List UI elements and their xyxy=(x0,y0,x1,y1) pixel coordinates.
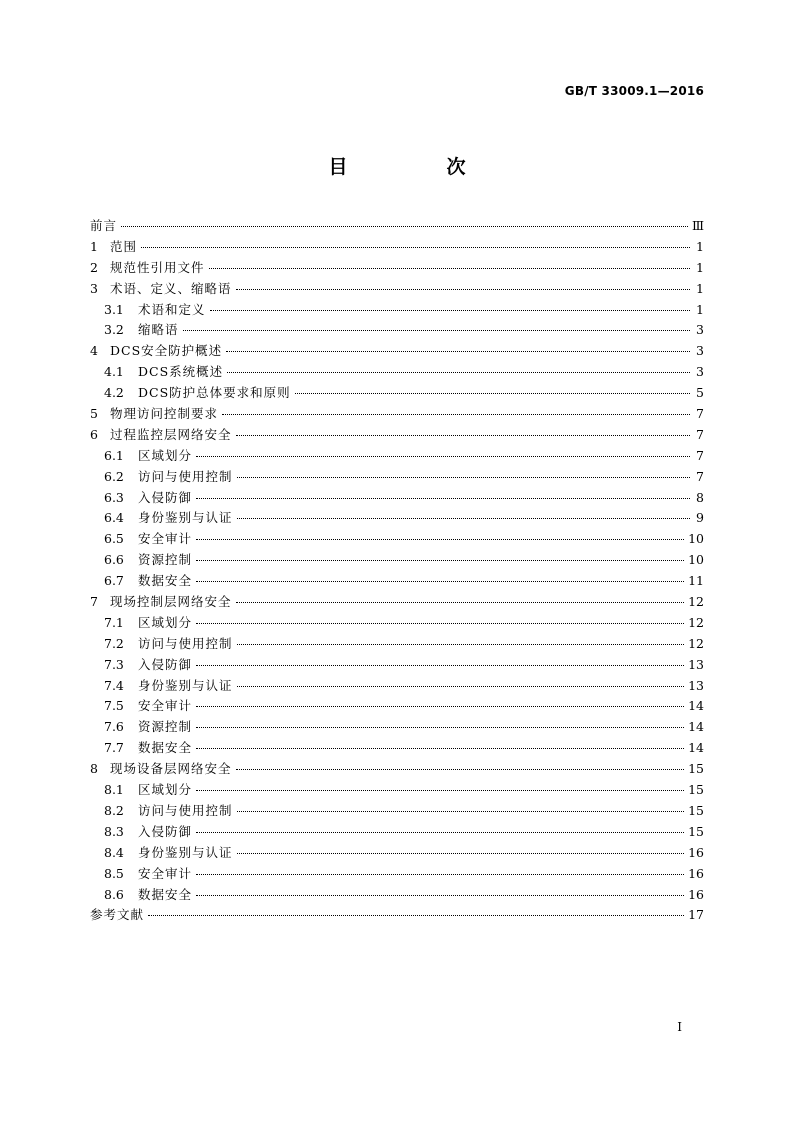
toc-entry-page: 15 xyxy=(688,761,704,777)
toc-entry-page: 16 xyxy=(688,886,704,902)
dot-leader xyxy=(295,392,690,394)
toc-entry-page: 8 xyxy=(696,489,704,505)
toc-entry-number: 6.3 xyxy=(104,489,124,505)
toc-entry-title: 范围 xyxy=(110,238,138,254)
toc-entry[interactable] xyxy=(90,320,704,341)
dot-leader xyxy=(222,413,690,415)
toc-entry[interactable] xyxy=(90,404,704,425)
toc-entry-page: 14 xyxy=(688,740,704,756)
toc-entry-number: 6.7 xyxy=(104,573,124,589)
toc-entry-title: 身份鉴别与认证 xyxy=(138,677,233,693)
toc-entry[interactable] xyxy=(90,905,704,926)
toc-entry-number: 8.2 xyxy=(104,802,124,818)
toc-entry[interactable] xyxy=(90,738,704,759)
toc-entry[interactable] xyxy=(90,467,704,488)
toc-entry[interactable] xyxy=(90,258,704,279)
dot-leader xyxy=(237,517,690,519)
dot-leader xyxy=(227,371,690,373)
dot-leader xyxy=(236,768,685,770)
standard-code: GB/T 33009.1—2016 xyxy=(564,84,704,98)
dot-leader xyxy=(237,685,685,687)
toc-entry-page: 14 xyxy=(688,698,704,714)
toc-entry-title: 缩略语 xyxy=(138,322,179,338)
toc-entry-title: 身份鉴别与认证 xyxy=(138,510,233,526)
dot-leader xyxy=(237,643,685,645)
dot-leader xyxy=(141,246,690,248)
toc-entry-number: 6.5 xyxy=(104,531,124,547)
toc-entry[interactable] xyxy=(90,864,704,885)
toc-entry-title: 区域划分 xyxy=(138,447,193,463)
dot-leader xyxy=(196,831,684,833)
toc-entry-page: 11 xyxy=(688,573,704,589)
toc-entry-page: 12 xyxy=(688,614,704,630)
toc-entry-title: 资源控制 xyxy=(138,719,193,735)
toc-entry-page: 14 xyxy=(688,719,704,735)
toc-entry[interactable] xyxy=(90,550,704,571)
dot-leader xyxy=(148,914,684,916)
toc-entry[interactable] xyxy=(90,341,704,362)
table-of-contents xyxy=(90,216,704,926)
toc-entry-number: 8 xyxy=(90,761,98,777)
toc-entry-number: 7.6 xyxy=(104,719,124,735)
toc-entry-title: 过程监控层网络安全 xyxy=(110,426,232,442)
toc-entry-number: 7.1 xyxy=(104,614,124,630)
toc-entry-title: 前言 xyxy=(90,218,118,233)
toc-entry-number: 7.3 xyxy=(104,656,124,672)
dot-leader xyxy=(183,329,690,331)
dot-leader xyxy=(196,894,684,896)
toc-entry-number: 1 xyxy=(90,238,98,254)
toc-entry[interactable] xyxy=(90,362,704,383)
dot-leader xyxy=(196,622,684,624)
toc-entry-title: 数据安全 xyxy=(138,740,193,756)
toc-entry-title: 数据安全 xyxy=(138,573,193,589)
toc-entry[interactable] xyxy=(90,529,704,550)
toc-entry-number: 8.3 xyxy=(104,823,124,839)
toc-entry[interactable] xyxy=(90,822,704,843)
dot-leader xyxy=(196,538,684,540)
toc-entry-title: 访问与使用控制 xyxy=(138,802,233,818)
toc-entry[interactable] xyxy=(90,717,704,738)
toc-entry-title: DCS安全防护概述 xyxy=(110,343,223,359)
toc-entry-title: 安全审计 xyxy=(138,531,193,547)
toc-entry-number: 6.6 xyxy=(104,552,124,568)
dot-leader xyxy=(196,580,684,582)
toc-entry-number: 5 xyxy=(90,406,98,422)
toc-entry-page: 13 xyxy=(688,656,704,672)
dot-leader xyxy=(196,789,684,791)
dot-leader xyxy=(196,497,690,499)
toc-entry-title: 入侵防御 xyxy=(138,489,193,505)
toc-entry[interactable] xyxy=(90,655,704,676)
toc-entry-page: 15 xyxy=(688,782,704,798)
dot-leader xyxy=(196,705,684,707)
toc-entry-title: DCS防护总体要求和原则 xyxy=(138,385,291,401)
dot-leader xyxy=(237,476,690,478)
toc-entry-page: 1 xyxy=(696,301,704,317)
page-title: 目 次 xyxy=(328,156,506,178)
toc-entry-number: 7.5 xyxy=(104,698,124,714)
toc-entry-title: 现场设备层网络安全 xyxy=(110,761,232,777)
toc-entry-page: 7 xyxy=(696,447,704,463)
toc-entry[interactable] xyxy=(90,613,704,634)
toc-entry-number: 4.1 xyxy=(104,364,124,380)
toc-entry[interactable] xyxy=(90,446,704,467)
toc-entry-page: 10 xyxy=(688,531,704,547)
toc-entry[interactable] xyxy=(90,696,704,717)
toc-entry[interactable] xyxy=(90,216,704,237)
dot-leader xyxy=(237,810,685,812)
toc-entry-number: 2 xyxy=(90,259,98,275)
toc-entry-title: DCS系统概述 xyxy=(138,364,224,380)
toc-entry-number: 8.5 xyxy=(104,865,124,881)
toc-entry-title: 安全审计 xyxy=(138,698,193,714)
toc-entry-title: 访问与使用控制 xyxy=(138,635,233,651)
toc-entry-number: 8.1 xyxy=(104,782,124,798)
toc-entry-page: 3 xyxy=(696,343,704,359)
dot-leader xyxy=(196,747,684,749)
dot-leader xyxy=(196,873,684,875)
toc-entry-page: 10 xyxy=(688,552,704,568)
dot-leader xyxy=(196,726,684,728)
toc-entry[interactable] xyxy=(90,300,704,321)
toc-entry-title: 数据安全 xyxy=(138,886,193,902)
dot-leader xyxy=(209,267,690,269)
toc-entry[interactable] xyxy=(90,885,704,906)
toc-entry[interactable] xyxy=(90,634,704,655)
toc-entry-title: 安全审计 xyxy=(138,865,193,881)
toc-entry-number: 8.6 xyxy=(104,886,124,902)
toc-entry-title: 访问与使用控制 xyxy=(138,468,233,484)
toc-entry-title: 术语和定义 xyxy=(138,301,206,317)
toc-entry-title: 入侵防御 xyxy=(138,823,193,839)
toc-entry-page: 5 xyxy=(696,385,704,401)
toc-entry-title: 入侵防御 xyxy=(138,656,193,672)
toc-entry-page: 16 xyxy=(688,865,704,881)
page-number: I xyxy=(677,1020,682,1034)
toc-entry-page: 1 xyxy=(696,238,704,254)
toc-entry[interactable] xyxy=(90,592,704,613)
toc-entry-number: 3 xyxy=(90,280,98,296)
toc-entry-number: 7 xyxy=(90,594,98,610)
toc-entry-page: 16 xyxy=(688,844,704,860)
toc-entry[interactable] xyxy=(90,571,704,592)
toc-entry[interactable] xyxy=(90,237,704,258)
toc-entry-page: 17 xyxy=(688,907,704,923)
dot-leader xyxy=(121,225,688,227)
toc-entry-title: 术语、定义、缩略语 xyxy=(110,280,232,296)
toc-entry-number: 3.2 xyxy=(104,322,124,338)
toc-entry-number: 7.2 xyxy=(104,635,124,651)
toc-entry-page: 12 xyxy=(688,594,704,610)
toc-entry-page: 7 xyxy=(696,406,704,422)
toc-entry-number: 7.4 xyxy=(104,677,124,693)
toc-entry-title: 物理访问控制要求 xyxy=(110,406,219,422)
dot-leader xyxy=(196,664,684,666)
toc-entry-page: 7 xyxy=(696,426,704,442)
toc-entry[interactable] xyxy=(90,801,704,822)
dot-leader xyxy=(237,852,685,854)
toc-entry-page: 15 xyxy=(688,823,704,839)
toc-entry-number: 7.7 xyxy=(104,740,124,756)
toc-entry[interactable] xyxy=(90,488,704,509)
toc-entry-page: 3 xyxy=(696,322,704,338)
toc-entry-page: 3 xyxy=(696,364,704,380)
toc-entry-page: 1 xyxy=(696,280,704,296)
dot-leader xyxy=(196,559,684,561)
toc-entry[interactable] xyxy=(90,759,704,780)
dot-leader xyxy=(236,434,690,436)
toc-entry-number: 6.4 xyxy=(104,510,124,526)
toc-entry-title: 身份鉴别与认证 xyxy=(138,844,233,860)
dot-leader xyxy=(210,309,690,311)
toc-entry-number: 3.1 xyxy=(104,301,124,317)
dot-leader xyxy=(226,350,690,352)
toc-entry-page: 15 xyxy=(688,802,704,818)
toc-entry-page: 13 xyxy=(688,677,704,693)
toc-entry-page: Ⅲ xyxy=(691,218,704,233)
toc-entry[interactable] xyxy=(90,279,704,300)
toc-entry[interactable] xyxy=(90,383,704,404)
toc-entry-page: 1 xyxy=(696,259,704,275)
toc-entry[interactable] xyxy=(90,780,704,801)
toc-entry-number: 6.1 xyxy=(104,447,124,463)
dot-leader xyxy=(236,601,685,603)
toc-entry-title: 现场控制层网络安全 xyxy=(110,594,232,610)
toc-entry-title: 规范性引用文件 xyxy=(110,259,205,275)
toc-entry-page: 12 xyxy=(688,635,704,651)
toc-entry-number: 6 xyxy=(90,426,98,442)
toc-entry-number: 8.4 xyxy=(104,844,124,860)
toc-entry-page: 7 xyxy=(696,468,704,484)
toc-entry-title: 区域划分 xyxy=(138,614,193,630)
toc-entry-number: 6.2 xyxy=(104,468,124,484)
toc-entry[interactable] xyxy=(90,676,704,697)
toc-entry[interactable] xyxy=(90,425,704,446)
toc-entry-title: 参考文献 xyxy=(90,907,145,923)
dot-leader xyxy=(236,288,690,290)
toc-entry-title: 资源控制 xyxy=(138,552,193,568)
dot-leader xyxy=(196,455,690,457)
toc-entry[interactable] xyxy=(90,843,704,864)
toc-entry-title: 区域划分 xyxy=(138,782,193,798)
toc-entry-number: 4.2 xyxy=(104,385,124,401)
toc-entry-page: 9 xyxy=(696,510,704,526)
toc-entry[interactable] xyxy=(90,508,704,529)
toc-entry-number: 4 xyxy=(90,343,98,359)
